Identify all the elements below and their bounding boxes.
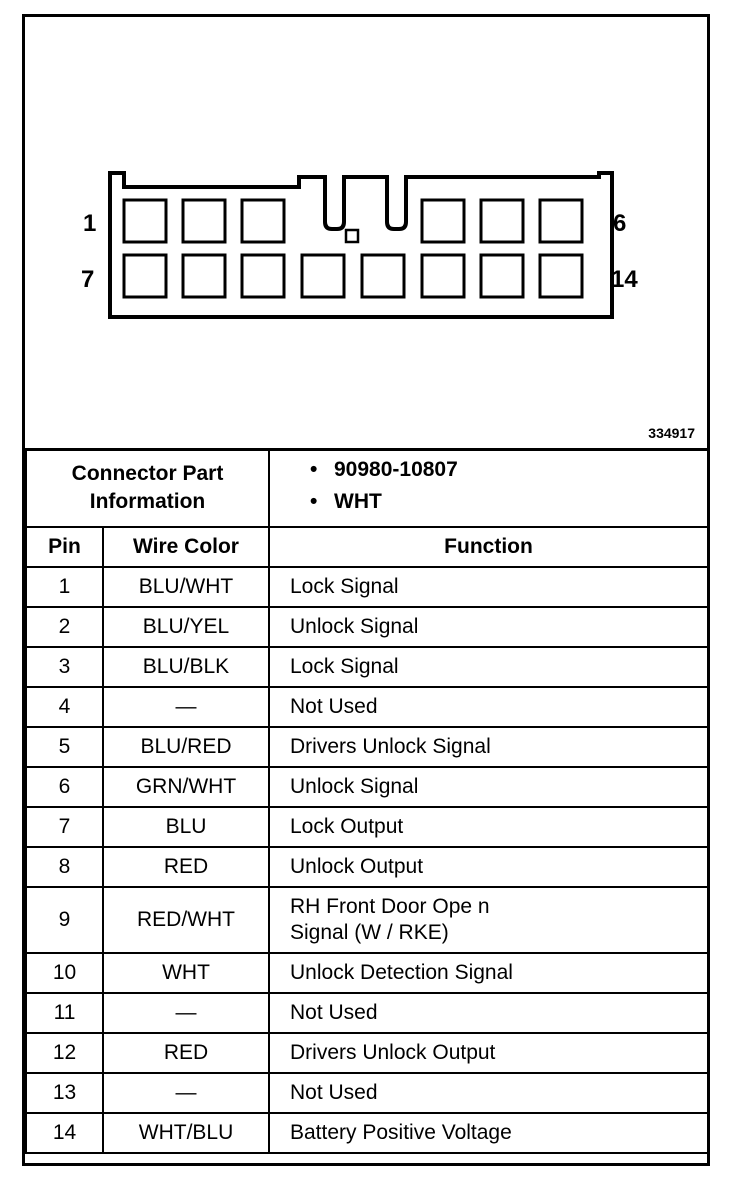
cavity-7 bbox=[124, 255, 166, 297]
wire-color-cell: BLU bbox=[103, 807, 269, 847]
header-pin: Pin bbox=[26, 527, 103, 567]
connector-color: WHT bbox=[334, 490, 382, 513]
function-cell: Unlock Detection Signal bbox=[269, 953, 708, 993]
connector-color-item bbox=[310, 486, 707, 518]
function-cell: Not Used bbox=[269, 993, 708, 1033]
pin-cell: 2 bbox=[26, 607, 103, 647]
table-row bbox=[26, 847, 708, 887]
table-row bbox=[26, 567, 708, 607]
pin-cell: 11 bbox=[26, 993, 103, 1033]
function-cell: Battery Positive Voltage bbox=[269, 1113, 708, 1153]
connector-info-row bbox=[26, 449, 708, 527]
function-cell: Not Used bbox=[269, 1073, 708, 1113]
table-row bbox=[26, 647, 708, 687]
function-cell: Drivers Unlock Signal bbox=[269, 727, 708, 767]
wire-color-cell: WHT/BLU bbox=[103, 1113, 269, 1153]
cavity-12 bbox=[422, 255, 464, 297]
cavity-2 bbox=[183, 200, 225, 242]
table-row bbox=[26, 607, 708, 647]
cavity-3 bbox=[242, 200, 284, 242]
wire-color-cell: GRN/WHT bbox=[103, 767, 269, 807]
connector-info-label bbox=[26, 449, 269, 527]
pin-cell: 14 bbox=[26, 1113, 103, 1153]
wire-color-cell: RED/WHT bbox=[103, 887, 269, 953]
table-header-row bbox=[26, 527, 708, 567]
wire-color-cell: — bbox=[103, 1073, 269, 1113]
connector-diagram bbox=[25, 17, 707, 451]
function-cell: Unlock Signal bbox=[269, 767, 708, 807]
cavity-13 bbox=[481, 255, 523, 297]
function-cell: Not Used bbox=[269, 687, 708, 727]
table-row bbox=[26, 1033, 708, 1073]
wire-color-cell: RED bbox=[103, 847, 269, 887]
part-number-item bbox=[310, 454, 707, 486]
table-row bbox=[26, 807, 708, 847]
wire-color-cell: BLU/YEL bbox=[103, 607, 269, 647]
wire-color-cell: BLU/BLK bbox=[103, 647, 269, 687]
pin-label-7: 7 bbox=[81, 266, 95, 293]
table-row bbox=[26, 887, 708, 953]
cavity-11 bbox=[362, 255, 404, 297]
key-mark bbox=[346, 230, 358, 242]
pin-cell: 1 bbox=[26, 567, 103, 607]
cavity-14 bbox=[540, 255, 582, 297]
cavity-5 bbox=[481, 200, 523, 242]
part-number: 90980-10807 bbox=[334, 458, 458, 481]
wire-color-cell: RED bbox=[103, 1033, 269, 1073]
cavity-8 bbox=[183, 255, 225, 297]
cavity-9 bbox=[242, 255, 284, 297]
table-row bbox=[26, 1073, 708, 1113]
function-line-2: Signal (W / RKE) bbox=[290, 921, 449, 944]
function-cell bbox=[269, 887, 708, 953]
pin-label-1: 1 bbox=[83, 210, 97, 237]
cavity-4 bbox=[422, 200, 464, 242]
pin-cell: 8 bbox=[26, 847, 103, 887]
pinout-table bbox=[25, 448, 709, 1154]
cavity-6 bbox=[540, 200, 582, 242]
wire-color-cell: — bbox=[103, 687, 269, 727]
pin-cell: 10 bbox=[26, 953, 103, 993]
header-function: Function bbox=[269, 527, 708, 567]
cavity-1 bbox=[124, 200, 166, 242]
table-row bbox=[26, 727, 708, 767]
wire-color-cell: — bbox=[103, 993, 269, 1033]
connector-info-label-line1: Connector Part bbox=[71, 462, 224, 485]
function-cell: Drivers Unlock Output bbox=[269, 1033, 708, 1073]
table-row bbox=[26, 767, 708, 807]
function-cell: Unlock Signal bbox=[269, 607, 708, 647]
table-row bbox=[26, 1113, 708, 1153]
pin-cell: 12 bbox=[26, 1033, 103, 1073]
figure-number: 334917 bbox=[648, 425, 695, 441]
table-row bbox=[26, 953, 708, 993]
function-cell: Lock Output bbox=[269, 807, 708, 847]
function-cell: Lock Signal bbox=[269, 567, 708, 607]
pin-cell: 3 bbox=[26, 647, 103, 687]
pin-cell: 9 bbox=[26, 887, 103, 953]
pin-cell: 7 bbox=[26, 807, 103, 847]
connector-face-drawing bbox=[25, 17, 707, 447]
connector-info-values bbox=[269, 449, 708, 527]
bullet: • bbox=[310, 458, 318, 481]
pin-cell: 4 bbox=[26, 687, 103, 727]
cavity-10 bbox=[302, 255, 344, 297]
wire-color-cell: BLU/RED bbox=[103, 727, 269, 767]
bullet: • bbox=[310, 490, 318, 513]
function-cell: Lock Signal bbox=[269, 647, 708, 687]
pin-cell: 13 bbox=[26, 1073, 103, 1113]
table-row bbox=[26, 687, 708, 727]
function-cell: Unlock Output bbox=[269, 847, 708, 887]
connector-sheet bbox=[22, 14, 710, 1166]
wire-color-cell: BLU/WHT bbox=[103, 567, 269, 607]
connector-info-label-line2: Information bbox=[89, 490, 206, 513]
function-line-1: RH Front Door Ope n bbox=[290, 895, 490, 918]
wire-color-cell: WHT bbox=[103, 953, 269, 993]
pin-cell: 5 bbox=[26, 727, 103, 767]
pin-label-6: 6 bbox=[613, 210, 627, 237]
pin-label-14: 14 bbox=[611, 266, 638, 293]
pin-cell: 6 bbox=[26, 767, 103, 807]
table-row bbox=[26, 993, 708, 1033]
header-wire-color: Wire Color bbox=[103, 527, 269, 567]
